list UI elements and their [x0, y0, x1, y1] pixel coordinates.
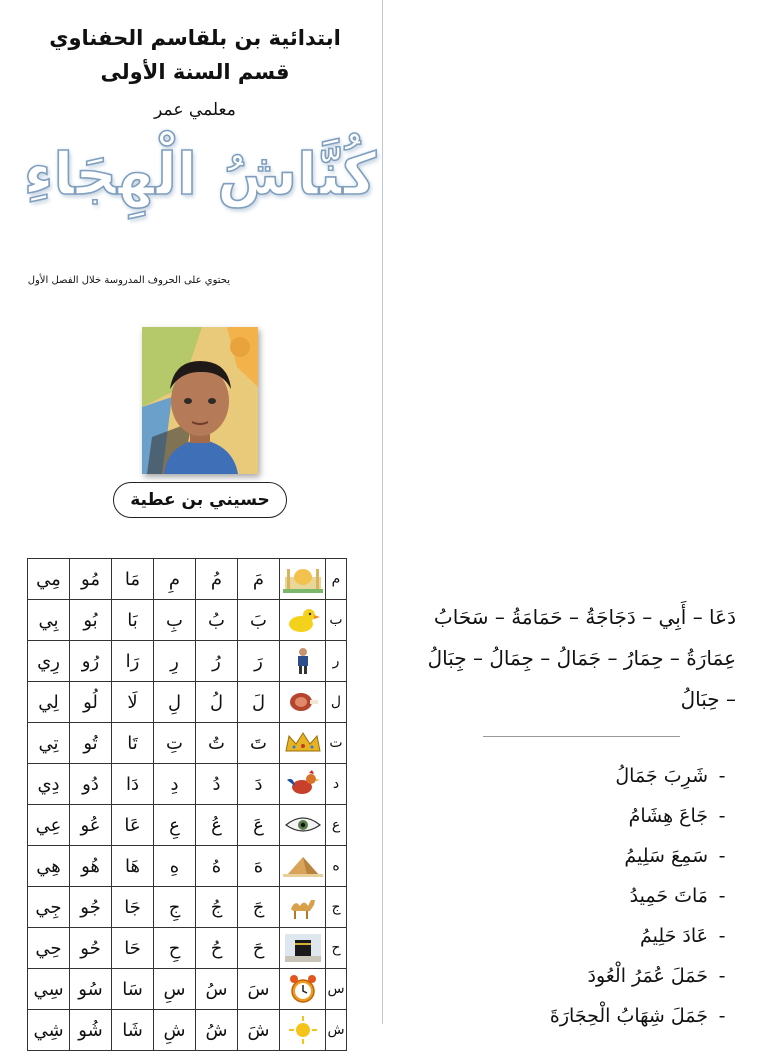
letter-form: شِ [154, 1010, 196, 1051]
letter-form: مِي [28, 559, 70, 600]
list-dash: - [718, 885, 726, 907]
letter-row [28, 600, 347, 641]
letter-row [28, 846, 347, 887]
list-dash: - [718, 1005, 726, 1027]
letter-form: عُ [196, 805, 238, 846]
sentence-text: جَمَلَ شِهَابُ الْحِجَارَةَ [549, 1005, 708, 1027]
letter-row [28, 723, 347, 764]
letter-form: حُ [196, 928, 238, 969]
list-dash: - [718, 965, 726, 987]
booklet-subtitle: يحتوي على الحروف المدروسة خلال الفصل الأول [27, 275, 230, 286]
letter-form: مِ [154, 559, 196, 600]
letter-form: هِ [154, 846, 196, 887]
letter-form: هُ [196, 846, 238, 887]
sentence-text: عَادَ حَلِيمُ [639, 925, 708, 947]
sentences-list [550, 756, 736, 1036]
alarm-clock-icon [280, 969, 326, 1010]
letter-form: بَ [238, 600, 280, 641]
pyramid-icon [280, 846, 326, 887]
sentence-item [550, 756, 736, 796]
letter-form: تُ [196, 723, 238, 764]
letter-row [28, 1010, 347, 1051]
letter-form: دَ [238, 764, 280, 805]
sentence-item [550, 996, 736, 1036]
letter-form: سِ [154, 969, 196, 1010]
sentence-item [550, 956, 736, 996]
letter-form: عَ [238, 805, 280, 846]
letter-form: سُ [196, 969, 238, 1010]
letter-key: ب [326, 600, 347, 641]
letter-form: دِ [154, 764, 196, 805]
letter-form: رُ [196, 641, 238, 682]
letter-form: عِ [154, 805, 196, 846]
words-line: دَعَا – أَبِي – دَجَاجَةُ – حَمَامَةُ – سَحَابُ [433, 605, 736, 629]
letter-row [28, 641, 347, 682]
letter-key: ج [326, 887, 347, 928]
letter-form: شُ [196, 1010, 238, 1051]
letter-form: تُو [70, 723, 112, 764]
letter-form: شِي [28, 1010, 70, 1051]
separator-line [483, 736, 680, 737]
sentence-item [550, 836, 736, 876]
letters-table [27, 558, 347, 1051]
letter-form: دُو [70, 764, 112, 805]
sentence-text: حَمَلَ عُمَرُ الْعُودَ [587, 965, 708, 987]
list-dash: - [718, 845, 726, 867]
sentence-item [550, 916, 736, 956]
letter-form: جِ [154, 887, 196, 928]
letter-form: هِي [28, 846, 70, 887]
letter-form: لُو [70, 682, 112, 723]
list-dash: - [718, 805, 726, 827]
booklet-title: كُنَّاشُ الْهِجَاءِ [23, 140, 377, 208]
duck-icon [280, 600, 326, 641]
letter-form: سَ [238, 969, 280, 1010]
letter-form: مُ [196, 559, 238, 600]
letter-form: سُو [70, 969, 112, 1010]
class-name: قسم السنة الأولى [100, 60, 290, 84]
letter-key: ح [326, 928, 347, 969]
letter-form: هَ [238, 846, 280, 887]
letter-form: حَا [112, 928, 154, 969]
letter-form: مَا [112, 559, 154, 600]
sentence-text: مَاتَ حَمِيدُ [629, 885, 708, 907]
eye-icon [280, 805, 326, 846]
letter-form: جِي [28, 887, 70, 928]
list-dash: - [718, 765, 726, 787]
crown-icon [280, 723, 326, 764]
man-icon [280, 641, 326, 682]
letter-form: تَ [238, 723, 280, 764]
letter-row [28, 928, 347, 969]
words-line: – حِبَالُ [680, 687, 736, 711]
letter-form: هُو [70, 846, 112, 887]
student-photo-image [142, 327, 258, 474]
letter-row [28, 764, 347, 805]
letter-key: م [326, 559, 347, 600]
letter-form: حِي [28, 928, 70, 969]
words-line: عِمَارَةُ – حِمَارُ – جَمَالُ – جِمَالُ – جِبَالُ [427, 646, 736, 670]
letter-form: عِي [28, 805, 70, 846]
list-dash: - [718, 925, 726, 947]
letter-form: حُو [70, 928, 112, 969]
letter-key: ر [326, 641, 347, 682]
letter-row [28, 805, 347, 846]
letter-key: س [326, 969, 347, 1010]
letter-form: تِي [28, 723, 70, 764]
letter-form: عَا [112, 805, 154, 846]
student-name-badge [113, 482, 287, 518]
letter-form: سِي [28, 969, 70, 1010]
kaaba-icon [280, 928, 326, 969]
teacher-name: معلمي عمر [154, 100, 236, 120]
letter-form: بُو [70, 600, 112, 641]
sun-icon [280, 1010, 326, 1051]
letter-form: بِ [154, 600, 196, 641]
letter-row [28, 559, 347, 600]
letter-form: رِي [28, 641, 70, 682]
rooster-icon [280, 764, 326, 805]
letter-key: ع [326, 805, 347, 846]
sentence-text: شَرِبَ جَمَالُ [615, 765, 708, 787]
letter-form: بَا [112, 600, 154, 641]
letter-row [28, 969, 347, 1010]
letter-form: جَا [112, 887, 154, 928]
words-block [406, 597, 736, 720]
letter-form: لِي [28, 682, 70, 723]
letter-form: سَا [112, 969, 154, 1010]
sentence-item [550, 796, 736, 836]
letter-key: ه [326, 846, 347, 887]
letter-form: دِي [28, 764, 70, 805]
letter-form: شَ [238, 1010, 280, 1051]
letter-form: رَ [238, 641, 280, 682]
letter-form: جَ [238, 887, 280, 928]
letter-key: ل [326, 682, 347, 723]
letter-key: ت [326, 723, 347, 764]
letter-form: دَا [112, 764, 154, 805]
letter-form: تَا [112, 723, 154, 764]
letter-form: مَ [238, 559, 280, 600]
letter-form: حِ [154, 928, 196, 969]
letter-form: عُو [70, 805, 112, 846]
letter-form: هَا [112, 846, 154, 887]
mosque-icon [280, 559, 326, 600]
letter-form: رُو [70, 641, 112, 682]
sentence-text: سَمِعَ سَلِيمُ [624, 845, 708, 867]
letter-form: تِ [154, 723, 196, 764]
school-name: ابتدائية بن بلقاسم الحفناوي [49, 26, 341, 50]
letter-row [28, 682, 347, 723]
letter-form: شُو [70, 1010, 112, 1051]
letter-form: جُ [196, 887, 238, 928]
letter-row [28, 887, 347, 928]
letter-form: بُ [196, 600, 238, 641]
letter-key: ش [326, 1010, 347, 1051]
letter-form: دُ [196, 764, 238, 805]
letter-form: بِي [28, 600, 70, 641]
letter-form: لِ [154, 682, 196, 723]
letter-key: د [326, 764, 347, 805]
left-page [0, 0, 383, 1041]
sentence-item [550, 876, 736, 916]
letter-form: حَ [238, 928, 280, 969]
letter-form: لُ [196, 682, 238, 723]
meat-icon [280, 682, 326, 723]
letter-form: رِ [154, 641, 196, 682]
letter-form: شَا [112, 1010, 154, 1051]
student-photo [142, 327, 258, 474]
letter-form: لَا [112, 682, 154, 723]
letter-form: رَا [112, 641, 154, 682]
letter-form: مُو [70, 559, 112, 600]
letter-form: لَ [238, 682, 280, 723]
sentence-text: جَاعَ هِشَامُ [628, 805, 708, 827]
camel-icon [280, 887, 326, 928]
student-name: حسيني بن عطية [130, 490, 270, 510]
letter-form: جُو [70, 887, 112, 928]
